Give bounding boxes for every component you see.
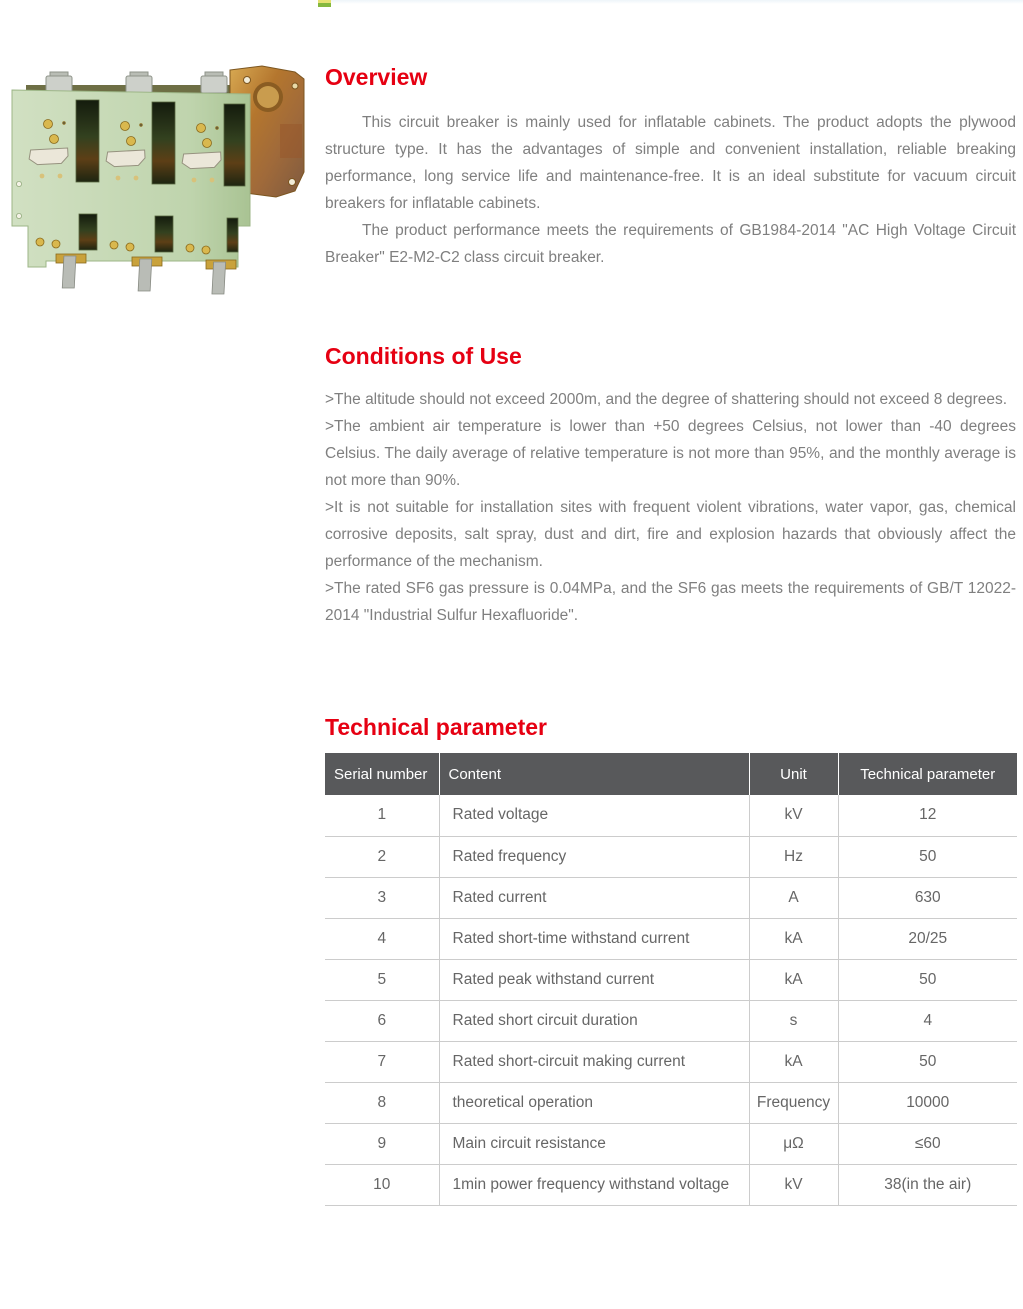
cell-serial: 4 xyxy=(325,918,439,959)
cell-serial: 2 xyxy=(325,836,439,877)
overview-paragraph: The product performance meets the requirements of GB1984-2014 "AC High Voltage Circuit Breaker" E2-M2-C2 class circuit breaker. xyxy=(325,222,1016,266)
conditions-of-use-heading: Conditions of Use xyxy=(325,343,522,369)
table-row xyxy=(325,795,1017,836)
cell-serial: 8 xyxy=(325,1082,439,1123)
cell-content: Rated current xyxy=(439,877,749,918)
cell-unit: μΩ xyxy=(749,1123,838,1164)
table-row xyxy=(325,1082,1017,1123)
cell-serial: 6 xyxy=(325,1000,439,1041)
cell-value: 630 xyxy=(838,877,1017,918)
top-fade-band xyxy=(327,0,1023,4)
cell-unit: Frequency xyxy=(749,1082,838,1123)
cell-value: 20/25 xyxy=(838,918,1017,959)
technical-parameter-table xyxy=(325,753,1017,1206)
cell-content: Rated short circuit duration xyxy=(439,1000,749,1041)
cell-serial: 9 xyxy=(325,1123,439,1164)
table-row xyxy=(325,918,1017,959)
cell-content: Rated frequency xyxy=(439,836,749,877)
table-row xyxy=(325,959,1017,1000)
cell-content: Rated voltage xyxy=(439,795,749,836)
page-top-marker xyxy=(318,0,331,7)
table-row xyxy=(325,836,1017,877)
overview-paragraph: This circuit breaker is mainly used for inflatable cabinets. The product adopts the plywood structure type. It has the advantages of simple and convenient installation, reliable breaking performance, long service life and maintenance-free. It is an ideal substitute for vacuum circuit breakers for inflatable cabinets. xyxy=(325,114,1016,212)
cell-content: Main circuit resistance xyxy=(439,1123,749,1164)
table-row xyxy=(325,877,1017,918)
cell-serial: 1 xyxy=(325,795,439,836)
cell-serial: 5 xyxy=(325,959,439,1000)
cell-serial: 7 xyxy=(325,1041,439,1082)
cell-value: 10000 xyxy=(838,1082,1017,1123)
technical-parameter-heading: Technical parameter xyxy=(325,714,548,740)
cell-content: theoretical operation xyxy=(439,1082,749,1123)
bottom-terminals xyxy=(56,254,236,294)
cell-content: Rated peak withstand current xyxy=(439,959,749,1000)
cell-content: Rated short-circuit making current xyxy=(439,1041,749,1082)
cell-unit: kA xyxy=(749,918,838,959)
cell-value: 50 xyxy=(838,1041,1017,1082)
condition-item: >The ambient air temperature is lower than +50 degrees Celsius, not lower than -40 degrees Celsius. The daily average of relative temperature is not more than 95%, and the monthly average is not more than 90%. xyxy=(325,418,1016,489)
condition-item: >The altitude should not exceed 2000m, and the degree of shattering should not exceed 8 degrees. xyxy=(325,391,1008,408)
table-row xyxy=(325,1123,1017,1164)
cell-unit: kV xyxy=(749,1164,838,1205)
column-header-technical-parameter: Technical parameter xyxy=(838,753,1017,795)
cell-value: 50 xyxy=(838,959,1017,1000)
condition-item: >The rated SF6 gas pressure is 0.04MPa, and the SF6 gas meets the requirements of GB/T 12022-2014 "Industrial Sulfur Hexafluoride". xyxy=(325,580,1016,624)
cell-value: 4 xyxy=(838,1000,1017,1041)
cell-value: ≤60 xyxy=(838,1123,1017,1164)
cell-serial: 3 xyxy=(325,877,439,918)
cell-value: 50 xyxy=(838,836,1017,877)
table-header-row xyxy=(325,753,1017,795)
column-header-unit: Unit xyxy=(749,753,838,795)
cell-unit: kA xyxy=(749,1041,838,1082)
cell-unit: kA xyxy=(749,959,838,1000)
cell-unit: s xyxy=(749,1000,838,1041)
cell-value: 12 xyxy=(838,795,1017,836)
cell-unit: A xyxy=(749,877,838,918)
main-content xyxy=(325,64,1016,1206)
top-marker-green xyxy=(318,3,331,7)
column-header-serial-number: Serial number xyxy=(325,753,439,795)
table-row xyxy=(325,1000,1017,1041)
cell-content: Rated short-time withstand current xyxy=(439,918,749,959)
cell-unit: Hz xyxy=(749,836,838,877)
condition-item: >It is not suitable for installation sites with frequent violent vibrations, water vapor, gas, chemical corrosive deposits, salt spray, dust and dirt, fire and explosion hazards that obviously affect the performance of the mechanism. xyxy=(325,499,1016,570)
product-image xyxy=(4,64,310,302)
table-row xyxy=(325,1164,1017,1205)
circuit-breaker-illustration xyxy=(4,64,310,302)
cell-value: 38(in the air) xyxy=(838,1164,1017,1205)
breaker-board xyxy=(12,90,250,267)
cell-unit: kV xyxy=(749,795,838,836)
column-header-content: Content xyxy=(439,753,749,795)
table-row xyxy=(325,1041,1017,1082)
overview-heading: Overview xyxy=(325,64,428,90)
cell-content: 1min power frequency withstand voltage xyxy=(439,1164,749,1205)
cell-serial: 10 xyxy=(325,1164,439,1205)
